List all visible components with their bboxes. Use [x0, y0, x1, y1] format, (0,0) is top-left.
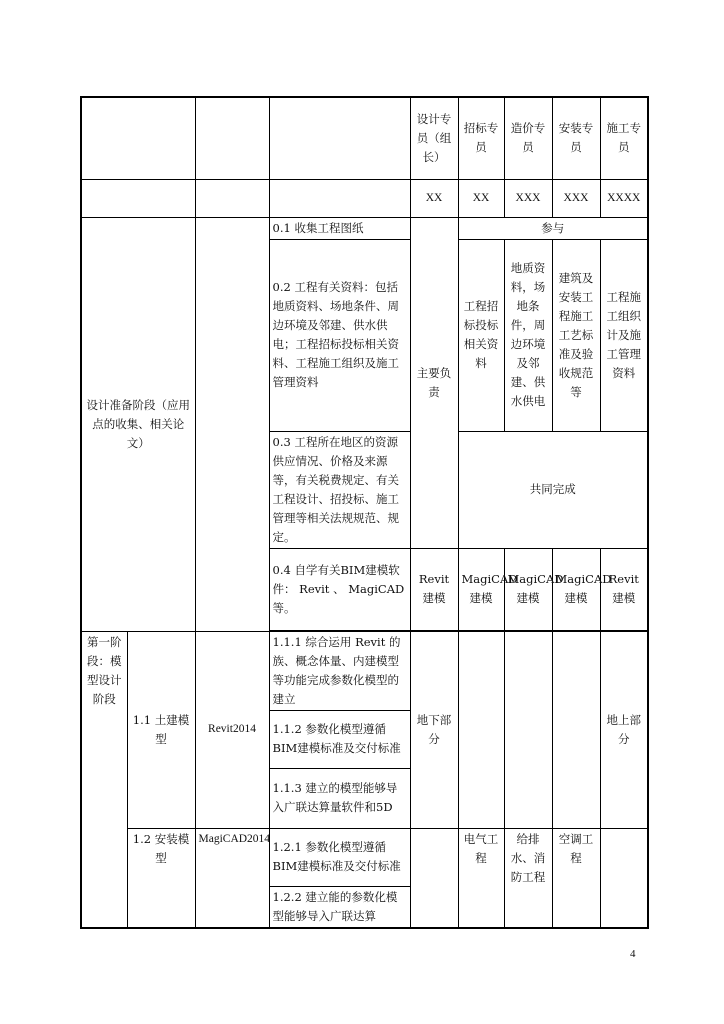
task-1-2-2: 1.2.2 建立能的参数化模型能够导入广联达算 — [269, 886, 410, 928]
task-0-4-design: Revit建模 — [410, 548, 458, 630]
install-construction-blank — [600, 828, 648, 928]
install-software: MagiCAD2014 — [195, 828, 269, 928]
task-0-4-construction: Revit建模 — [600, 548, 648, 630]
prep-stage-label: 设计准备阶段（应用点的收集、相关论文） — [81, 217, 195, 631]
name-bid: XX — [458, 179, 504, 217]
civil-model-label: 1.1 土建模型 — [127, 631, 195, 828]
civil-install-blank — [552, 631, 600, 828]
task-0-4-install: MagiCAD建模 — [552, 548, 600, 630]
prep-software-blank — [195, 217, 269, 631]
install-design-blank — [410, 828, 458, 928]
task-0-2-cost: 地质资料，场地条件，周边环境及邻建、供水供电 — [504, 239, 552, 431]
header-blank-4 — [81, 179, 195, 217]
task-0-2-install: 建筑及安装工程施工工艺标准及验收规范等 — [552, 239, 600, 431]
civil-construction-part: 地上部分 — [600, 631, 648, 828]
role-install: 安装专员 — [552, 97, 600, 179]
header-blank-5 — [195, 179, 269, 217]
task-0-1: 0.1 收集工程图纸 — [269, 217, 410, 239]
role-bid: 招标专员 — [458, 97, 504, 179]
task-0-4-cost: MagiCAD 建模 — [504, 548, 552, 630]
install-bid: 电气工程 — [458, 828, 504, 928]
header-blank-1 — [81, 97, 195, 179]
task-0-4-bid: MagiCAD建模 — [458, 548, 504, 630]
task-0-3: 0.3 工程所在地区的资源供应情况、价格及来源等，有关税费规定、有关工程设计、招投标、施工管理等相关法规规范、规定。 — [269, 431, 410, 548]
role-cost: 造价专员 — [504, 97, 552, 179]
page-number: 4 — [630, 948, 636, 960]
name-cost: XXX — [504, 179, 552, 217]
task-0-2-bid: 工程招标投标相关资料 — [458, 239, 504, 431]
civil-bid-blank — [458, 631, 504, 828]
header-blank-2 — [195, 97, 269, 179]
together-label: 共同完成 — [458, 431, 648, 548]
task-1-1-2: 1.1.2 参数化模型遵循BIM建模标准及交付标准 — [269, 710, 410, 768]
design-lead: 主要负责 — [410, 217, 458, 548]
civil-software: Revit2014 — [195, 631, 269, 828]
role-design: 设计专员（组长） — [410, 97, 458, 179]
name-construction: XXXX — [600, 179, 648, 217]
name-design: XX — [410, 179, 458, 217]
install-cost: 给排水、消防工程 — [504, 828, 552, 928]
phase1-label: 第一阶段：模型设计阶段 — [81, 631, 127, 928]
responsibility-table — [80, 96, 649, 929]
role-construction: 施工专员 — [600, 97, 648, 179]
header-blank-3 — [269, 97, 410, 179]
civil-design-part: 地下部分 — [410, 631, 458, 828]
task-0-2: 0.2 工程有关资料：包括地质资料、场地条件、周边环境及邻建、供水供电；工程招标投标相关资料、工程施工组织及施工管理资料 — [269, 239, 410, 431]
task-0-4: 0.4 自学有关BIM建模软件： Revit 、 MagiCAD等。 — [269, 548, 410, 630]
civil-cost-blank — [504, 631, 552, 828]
install-model-label: 1.2 安装模型 — [127, 828, 195, 928]
task-0-2-construction: 工程施工组织计及施工管理资料 — [600, 239, 648, 431]
task-1-1-1: 1.1.1 综合运用 Revit 的族、概念体量、内建模型等功能完成参数化模型的建立 — [269, 631, 410, 710]
task-1-1-3: 1.1.3 建立的模型能够导入广联达算量软件和5D — [269, 768, 410, 828]
participate-label: 参与 — [458, 217, 648, 239]
header-blank-6 — [269, 179, 410, 217]
task-1-2-1: 1.2.1 参数化模型遵循BIM建模标准及交付标准 — [269, 828, 410, 886]
name-install: XXX — [552, 179, 600, 217]
install-install: 空调工程 — [552, 828, 600, 928]
